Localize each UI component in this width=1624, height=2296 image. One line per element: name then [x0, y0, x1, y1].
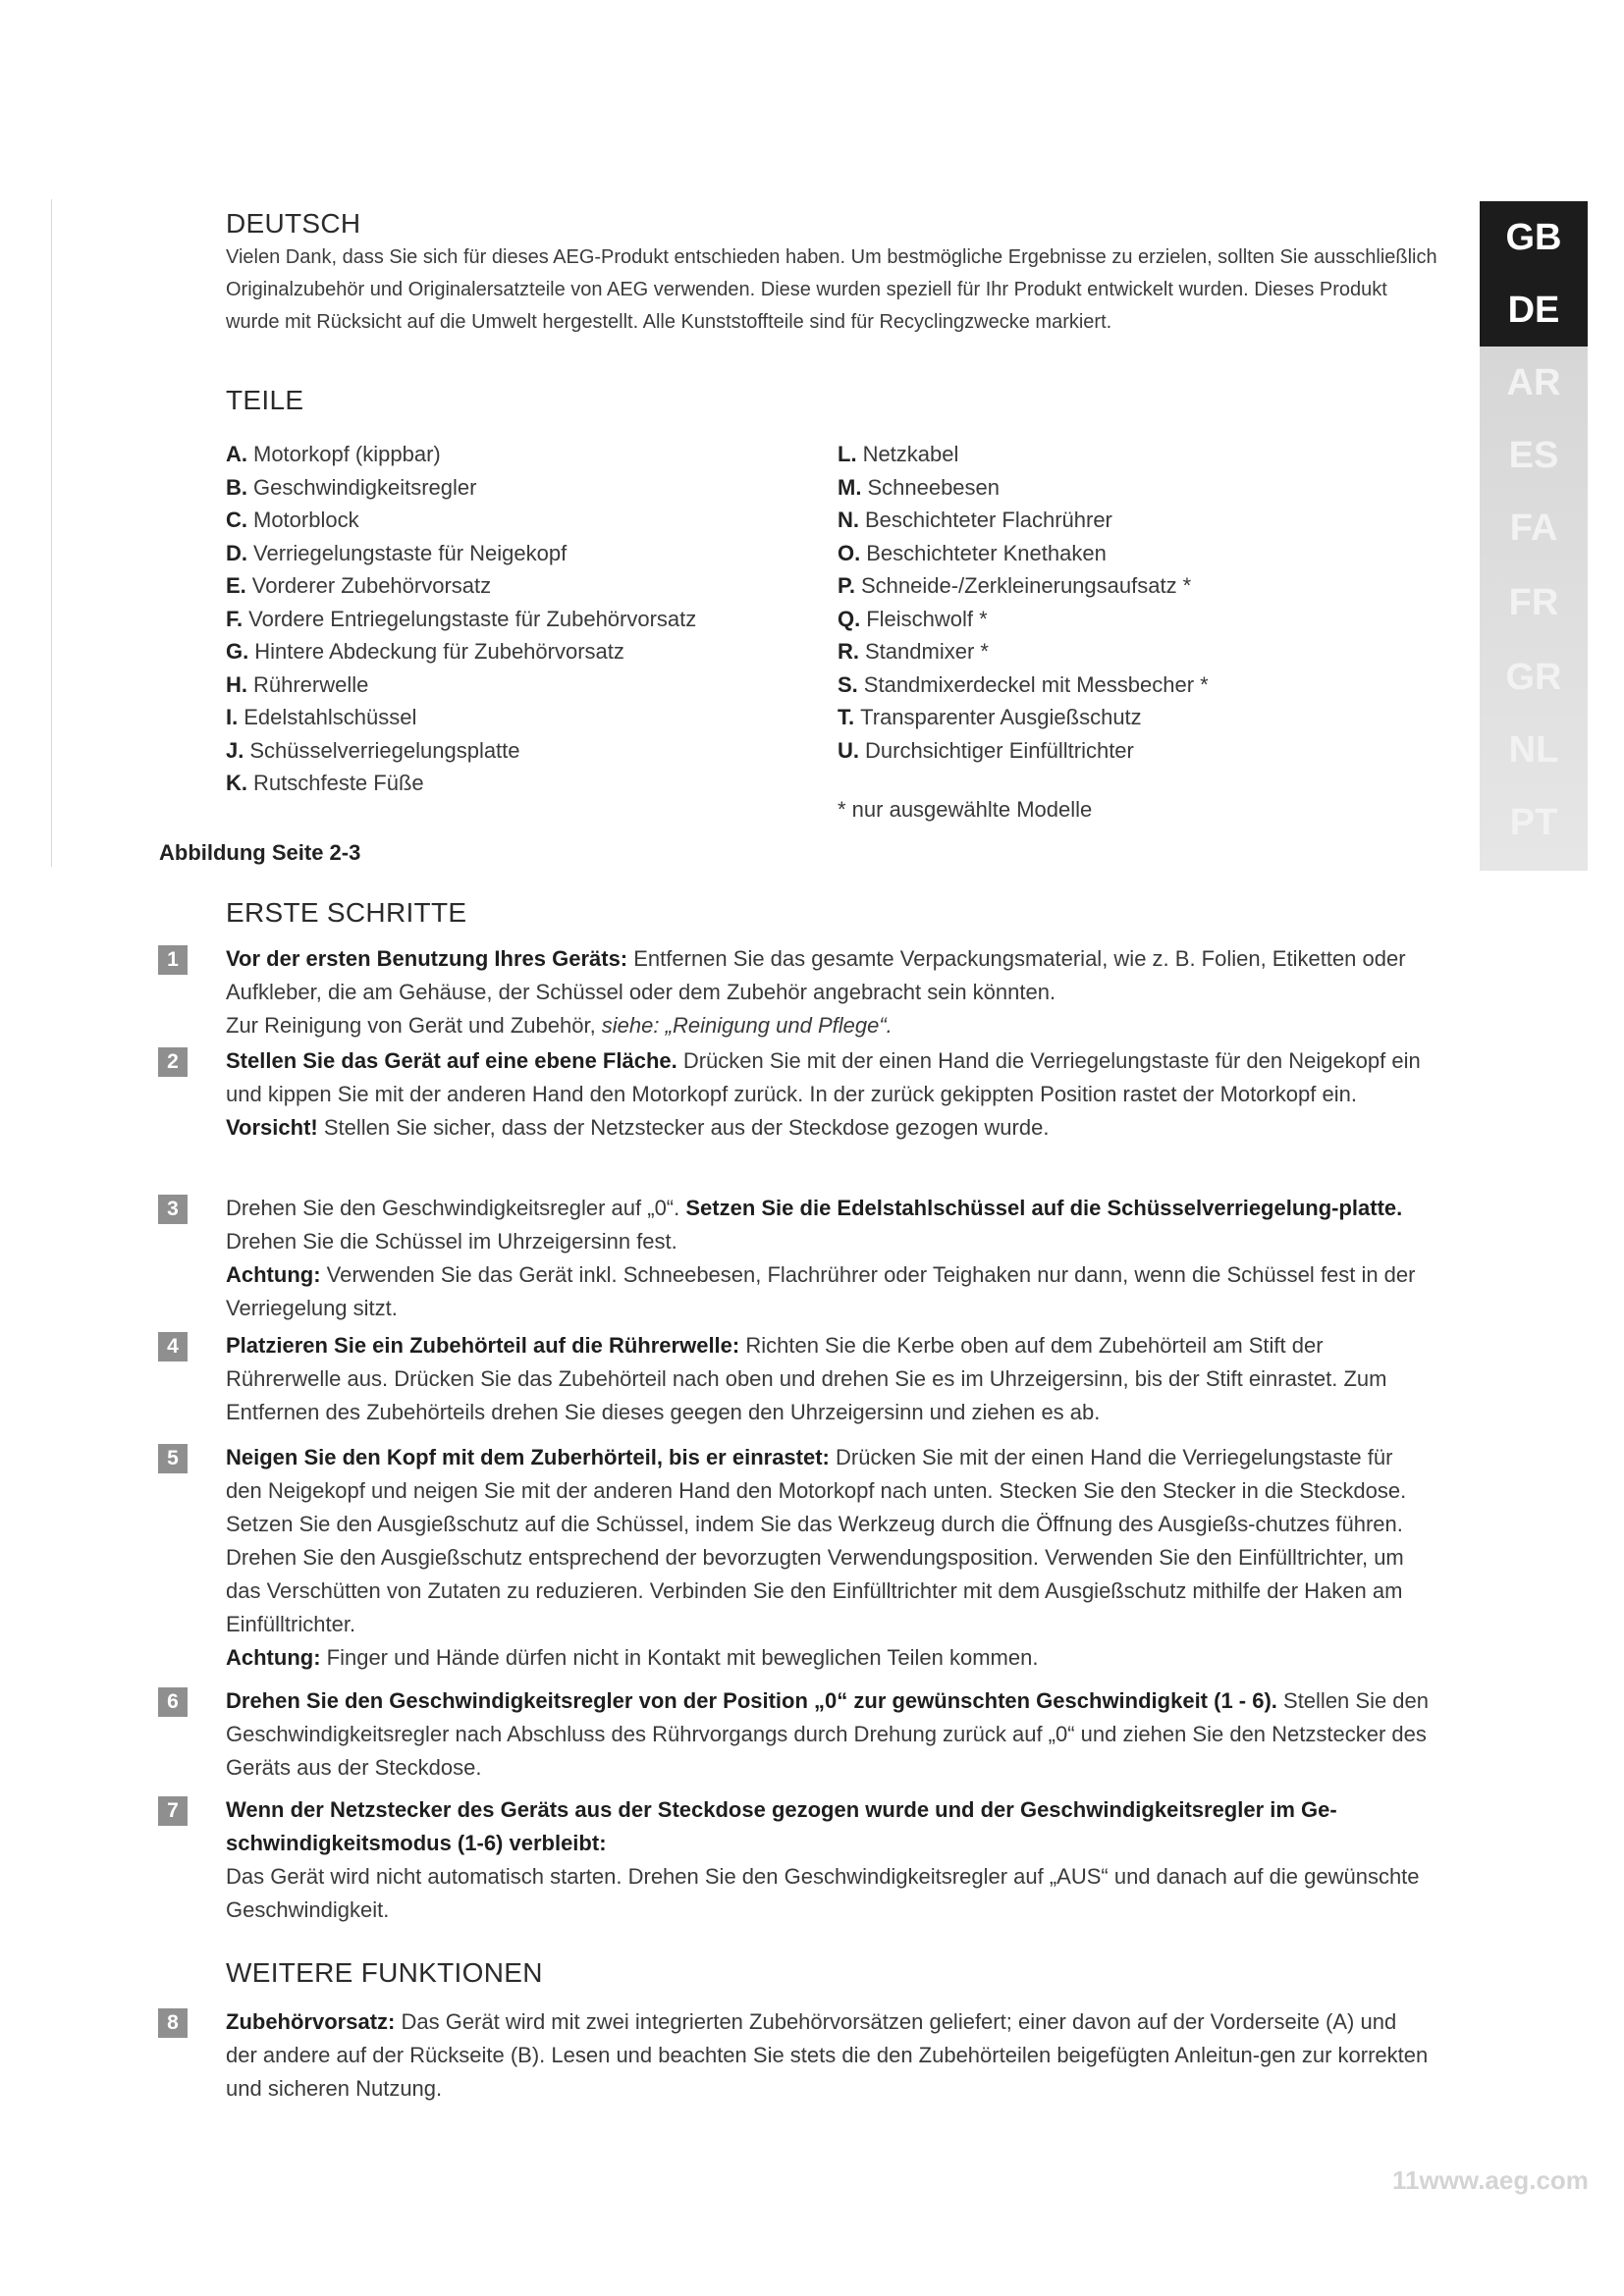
lang-tab-es[interactable]: ES	[1508, 435, 1559, 476]
step-6: Drehen Sie den Geschwindigkeitsregler von der Position „0“ zur gewünschten Geschwindigkeit (1 - 6). Stellen Sie den Geschwindigkeitsregler nach Abschluss des Rührvorgangs durch Drehung zurück auf „0“ und ziehen Sie den Netzstecker des Geräts aus der Steckdose.	[226, 1688, 1430, 1780]
figure-reference: Abbildung Seite 2-3	[159, 840, 361, 865]
lang-tab-ar[interactable]: AR	[1506, 362, 1561, 403]
section-heading-deutsch: DEUTSCH	[226, 208, 361, 239]
step-number-badge: 6	[158, 1687, 188, 1717]
list-item: D. Verriegelungstaste für Neigekopf	[226, 540, 568, 565]
list-item: N. Beschichteter Flachrührer	[838, 507, 1112, 532]
step-7: Wenn der Netzstecker des Geräts aus der Steckdose gezogen wurde und der Geschwindigkeitsregler im Ge-schwindigkeitsmodus (1-6) verbleibt: Das Gerät wird nicht automatisch starten. Drehen Sie den Geschwindigkeitsregler auf „AUS“ und danach auf die gewünschte Geschwindigkeit.	[226, 1797, 1420, 1922]
step-1: Vor der ersten Benutzung Ihres Geräts: Entfernen Sie das gesamte Verpackungsmaterial, wie z. B. Folien, Etiketten oder Aufkleber, die am Gehäuse, der Schüssel oder dem Zubehör angebracht sein könnten. Zur Reinigung von Gerät und Zubehör, siehe: „Reinigung und Pflege“.	[226, 946, 1406, 1038]
section-heading-weitere-funktionen: WEITERE FUNKTIONEN	[226, 1957, 543, 1988]
list-item: F. Vordere Entriegelungstaste für Zubehörvorsatz	[226, 606, 697, 631]
step-number-badge: 8	[158, 2008, 188, 2038]
list-item: G. Hintere Abdeckung für Zubehörvorsatz	[226, 639, 624, 664]
lang-tab-fa[interactable]: FA	[1509, 507, 1558, 549]
list-item: K. Rutschfeste Füße	[226, 771, 424, 795]
list-item: A. Motorkopf (kippbar)	[226, 442, 441, 466]
lang-tab-de[interactable]: DE	[1480, 274, 1588, 347]
step-number-badge: 2	[158, 1047, 188, 1077]
lang-tab-pt[interactable]: PT	[1509, 802, 1558, 843]
lang-tab-nl[interactable]: NL	[1508, 729, 1559, 771]
list-item: B. Geschwindigkeitsregler	[226, 474, 477, 500]
step-number-badge: 5	[158, 1444, 188, 1473]
parts-list-left	[226, 438, 815, 800]
step-number-badge: 3	[158, 1195, 188, 1224]
list-item: Q. Fleischwolf *	[838, 606, 988, 631]
intro-paragraph: Vielen Dank, dass Sie sich für dieses AEG-Produkt entschieden haben. Um bestmögliche Ergebnisse zu erzielen, sollten Sie ausschließlich Originalzubehör und Originalersatzteile von AEG verwenden. Diese wurden speziell für Ihr Produkt entwickelt wurden. Dieses Produkt wurde mit Rücksicht auf die Umwelt hergestellt. Alle Kunststoffteile sind für Recyclingzwecke markiert.	[226, 246, 1437, 333]
list-item: C. Motorblock	[226, 507, 359, 532]
list-item: I. Edelstahlschüssel	[226, 705, 417, 729]
parts-list-right	[838, 438, 1348, 767]
step-2: Stellen Sie das Gerät auf eine ebene Fläche. Drücken Sie mit der einen Hand die Verriegelungstaste für den Neigekopf ein und kippen Sie mit der anderen Hand den Motorkopf zurück. In der zurück gekippten Position rastet der Motorkopf ein. Vorsicht! Stellen Sie sicher, dass der Netzstecker aus der Steckdose gezogen wurde.	[226, 1048, 1421, 1140]
list-item: U. Durchsichtiger Einfülltrichter	[838, 737, 1134, 763]
language-tabs	[1480, 201, 1588, 871]
step-3: Drehen Sie den Geschwindigkeitsregler auf „0“. Setzen Sie die Edelstahlschüssel auf die Schüsselverriegelung-platte. Drehen Sie die Schüssel im Uhrzeigersinn fest. Achtung: Verwenden Sie das Gerät inkl. Schneebesen, Flachrührer oder Teighaken nur dann, wenn die Schüssel fest in der Verriegelung sitzt.	[226, 1196, 1416, 1320]
lang-tab-gb[interactable]: GB	[1480, 201, 1588, 274]
models-note: * nur ausgewählte Modelle	[838, 797, 1093, 822]
list-item: S. Standmixerdeckel mit Messbecher *	[838, 671, 1209, 697]
list-item: J. Schüsselverriegelungsplatte	[226, 737, 520, 763]
list-item: R. Standmixer *	[838, 639, 989, 664]
margin-rule	[51, 199, 52, 867]
page-footer-url[interactable]: 11www.aeg.com	[1392, 2165, 1589, 2195]
list-item: P. Schneide-/Zerkleinerungsaufsatz *	[838, 573, 1192, 598]
step-number-badge: 7	[158, 1796, 188, 1826]
step-4: Platzieren Sie ein Zubehörteil auf die Rührerwelle: Richten Sie die Kerbe oben auf dem Zubehörteil am Stift der Rührerwelle aus. Drücken Sie das Zubehörteil nach oben und drehen Sie es im Uhrzeigersinn, bis der Stift einrastet. Zum Entfernen des Zubehörteils drehen Sie dieses geegen den Uhrzeigersinn und ziehen es ab.	[226, 1333, 1387, 1424]
list-item: T. Transparenter Ausgießschutz	[838, 705, 1142, 729]
lang-tab-gr[interactable]: GR	[1505, 657, 1562, 698]
step-8: Zubehörvorsatz: Das Gerät wird mit zwei integrierten Zubehörvorsätzen geliefert; einer davon auf der Vorderseite (A) und der andere auf der Rückseite (B). Lesen und beachten Sie stets die den Zubehörteilen beigefügten Anleitun-gen zur korrekten und sicheren Nutzung.	[226, 2009, 1429, 2101]
step-5: Neigen Sie den Kopf mit dem Zuberhörteil, bis er einrastet: Drücken Sie mit der einen Hand die Verriegelungstaste für den Neigekopf und neigen Sie mit der anderen Hand den Motorkopf nach unten. Stecken Sie den Stecker in die Steckdose. Setzen Sie den Ausgießschutz auf die Schüssel, indem Sie das Werkzeug durch die Öffnung des Ausgießs-chutzes führen. Drehen Sie den Ausgießschutz entsprechend der bevorzugten Verwendungsposition. Verwenden Sie den Einfülltrichter, um das Verschütten von Zutaten zu reduzieren. Verbinden Sie den Einfülltrichter mit dem Ausgießschutz mithilfe der Haken am Einfülltrichter. Achtung: Finger und Hände dürfen nicht in Kontakt mit beweglichen Teilen kommen.	[226, 1445, 1407, 1670]
section-heading-erste-schritte: ERSTE SCHRITTE	[226, 897, 467, 928]
step-number-badge: 4	[158, 1332, 188, 1362]
list-item: H. Rührerwelle	[226, 671, 369, 697]
list-item: O. Beschichteter Knethaken	[838, 540, 1107, 565]
list-item: E. Vorderer Zubehörvorsatz	[226, 573, 492, 598]
list-item: L. Netzkabel	[838, 442, 959, 466]
list-item: M. Schneebesen	[838, 474, 1001, 500]
lang-tab-fr[interactable]: FR	[1508, 582, 1559, 623]
section-heading-teile: TEILE	[226, 385, 304, 415]
step-number-badge: 1	[158, 945, 188, 975]
